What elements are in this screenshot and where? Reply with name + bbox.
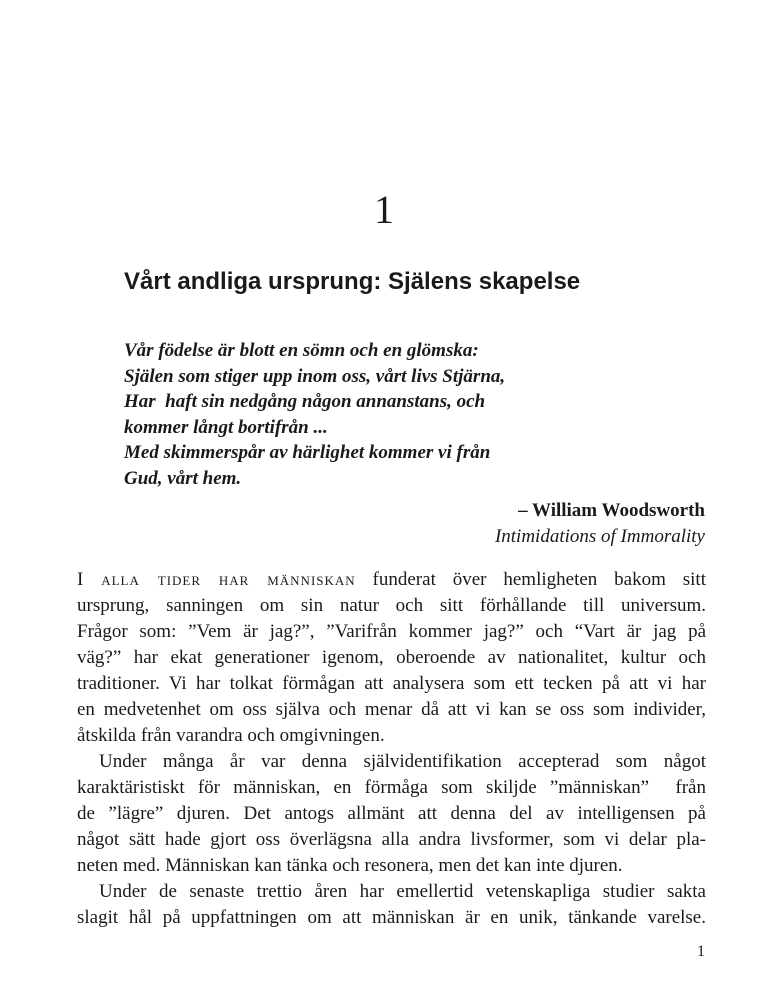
body-line: något sätt hade gjort oss överlägsna alla andra livsformer, som vi delar pla-	[77, 829, 706, 850]
body-line: Under de senaste trettio åren har emellertid vetenskapliga studier sakta	[99, 881, 706, 902]
epigraph-line: Vår födelse är blott en sömn och en glömska:	[124, 340, 479, 361]
body-line: åtskilda från varandra och omgivningen.	[77, 725, 385, 746]
body-line: de ”lägre” djuren. Det antogs allmänt att denna del av intelligensen på	[77, 803, 706, 824]
body-line-opening	[77, 567, 706, 593]
epigraph-line: Har haft sin nedgång någon annanstans, och	[124, 391, 486, 412]
chapter-title: Vårt andliga ursprung: Själens skapelse	[124, 268, 581, 295]
body-line: en medvetenhet om oss själva och menar då att vi kan se oss som individer,	[77, 699, 706, 720]
opening-initial: I	[77, 569, 84, 590]
attribution-work: Intimidations of Immorality	[494, 526, 705, 547]
epigraph-line: Gud, vårt hem.	[124, 467, 242, 489]
epigraph	[124, 338, 684, 491]
body-line: neten med. Människan kan tänka och resonera, men det kan inte djuren.	[77, 855, 623, 876]
opening-rest: funderat över hemligheten bakom sitt	[355, 569, 706, 590]
body-line: slagit hål på uppfattningen om att människan är en unik, tänkande varelse.	[77, 907, 706, 928]
chapter-number: 1	[374, 187, 394, 232]
epigraph-line: Med skimmerspår av härlighet kommer vi från	[124, 442, 491, 463]
body-line: Frågor som: ”Vem är jag?”, ”Varifrån kommer jag?” och “Vart är jag på	[77, 621, 706, 642]
attribution-author: – William Woodsworth	[518, 500, 705, 521]
page-number: 1	[697, 943, 705, 960]
epigraph-line: Själen som stiger upp inom oss, vårt livs Stjärna,	[124, 365, 506, 387]
body-line: väg?” har ekat generationer igenom, oberoende av nationalitet, kultur och	[77, 647, 706, 668]
body-line: traditioner. Vi har tolkat förmågan att analysera som ett tecken på att vi har	[77, 673, 706, 694]
opening-small-caps: alla tider har människan	[83, 569, 356, 590]
body-line: karaktäristiskt för människan, en förmåga som skiljde ”människan” från	[77, 777, 706, 798]
body-line: ursprung, sanningen om sin natur och sitt förhållande till universum.	[77, 595, 706, 616]
body-line: Under många år var denna självidentifikation accepterad som något	[99, 751, 706, 772]
epigraph-attribution	[495, 498, 705, 550]
body-text	[77, 567, 706, 931]
epigraph-line: kommer långt bortifrån ...	[124, 416, 328, 438]
